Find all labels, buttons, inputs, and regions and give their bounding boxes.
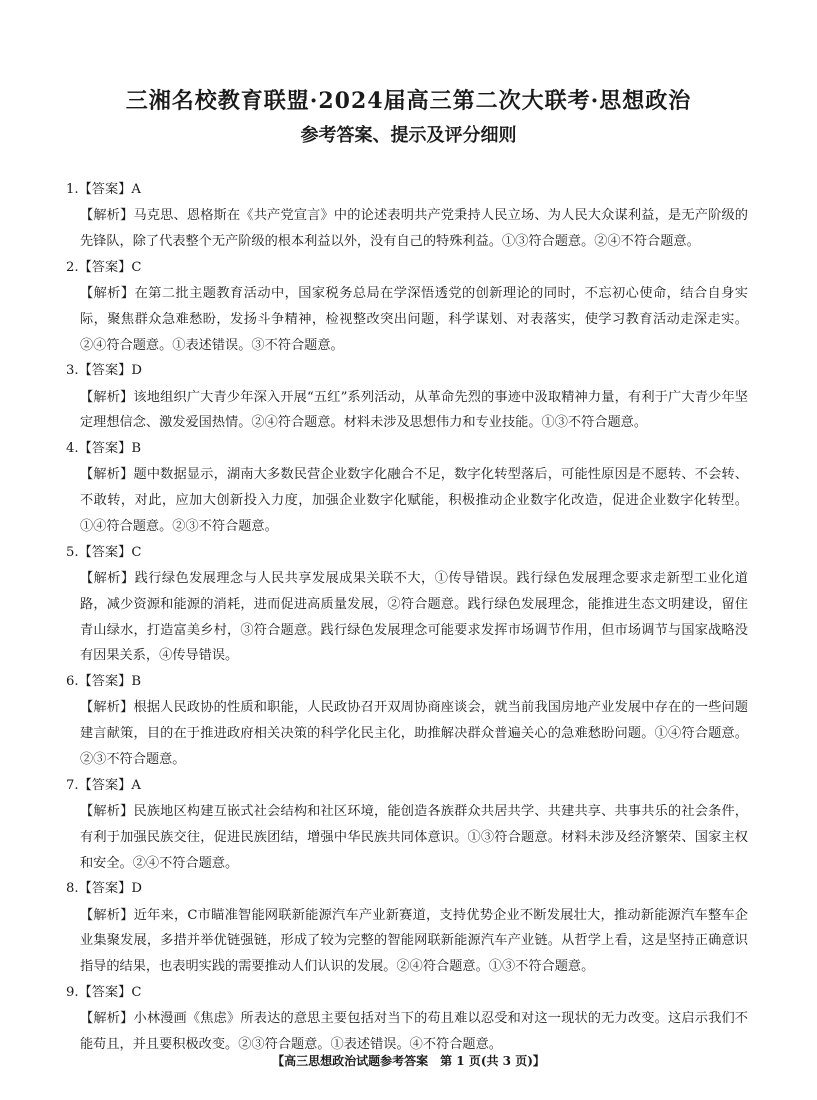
answer-line: 9.【答案】C [66,984,142,1000]
analysis-paragraph: 【解析】小林漫画《焦虑》所表达的意思主要包括对当下的苟且难以忍受和对这一现状的无力改变。这启示我们不能苟且，并且要积极改变。②③符合题意。①表述错误。④不符合题意。 [80,1011,748,1052]
answer-line: 4.【答案】B [66,441,142,457]
answer-line: 6.【答案】B [66,674,142,690]
analysis-paragraph: 【解析】近年来，C市瞄准智能网联新能源汽车产业新赛道，支持优势企业不断发展壮大，推动新能源汽车整车企业集聚发展，多措并举优链强链，形成了较为完整的智能网联新能源汽车产业链。从哲学上看，这是坚持正确意识指导的结果，也表明实践的需要推动人们认识的发展。②④符合题意。①③不符合题意。 [80,907,748,975]
answer-item-2 [66,255,748,359]
answer-item-7 [66,773,748,877]
page-subtitle: 参考答案、提示及评分细则 [300,125,517,146]
answer-item-6 [66,669,748,773]
answer-item-4 [66,436,748,540]
analysis-paragraph: 【解析】践行绿色发展理念与人民共享发展成果关联不大，①传导错误。践行绿色发展理念要求走新型工业化道路，减少资源和能源的消耗，进而促进高质量发展，②符合题意。践行绿色发展理念，能推进生态文明建设，留住青山绿水，打造富美乡村，③符合题意。践行绿色发展理念可能要求发挥市场调节作用，但市场调节与国家战略没有因果关系，④传导错误。 [80,570,748,664]
analysis-paragraph: 【解析】民族地区构建互嵌式社会结构和社区环境，能创造各族群众共居共学、共建共享、共事共乐的社会条件，有利于加强民族交往，促进民族团结，增强中华民族共同体意识。①③符合题意。材料未涉及经济繁荣、国家主权和安全。②④不符合题意。 [80,803,748,871]
answer-line: 2.【答案】C [66,259,142,275]
answer-item-9 [66,980,748,1058]
page-title: 三湘名校教育联盟·2024届高三第二次大联考·思想政治 [125,88,692,114]
answer-item-3 [66,358,748,436]
answer-line: 3.【答案】D [66,363,142,379]
answer-line: 8.【答案】D [66,881,142,897]
answer-line: 5.【答案】C [66,544,142,560]
analysis-paragraph: 【解析】马克思、恩格斯在《共产党宣言》中的论述表明共产党秉持人民立场、为人民大众谋利益，是无产阶级的先锋队，除了代表整个无产阶级的根本利益以外，没有自己的特殊利益。①③符合题意。②④不符合题意。 [80,208,748,249]
answer-item-5 [66,540,748,669]
analysis-paragraph: 【解析】根据人民政协的性质和职能，人民政协召开双周协商座谈会，就当前我国房地产业发展中存在的一些问题建言献策，目的在于推进政府相关决策的科学化民主化，助推解决群众普遍关心的急难愁盼问题。①④符合题意。②③不符合题意。 [80,700,748,767]
answer-list [66,177,748,1058]
answer-item-1 [66,177,748,255]
analysis-paragraph: 【解析】该地组织广大青少年深入开展“五红”系列活动，从革命先烈的事迹中汲取精神力量，有利于广大青少年坚定理想信念、激发爱国热情。②④符合题意。材料未涉及思想伟力和专业技能。①③不符合题意。 [80,389,748,431]
answer-line: 7.【答案】A [66,777,141,793]
analysis-paragraph: 【解析】在第二批主题教育活动中，国家税务总局在学深悟透党的创新理论的同时，不忘初心使命，结合自身实际，聚焦群众急难愁盼，发扬斗争精神，检视整改突出问题，科学谋划、对表落实，使学习教育活动走深走实。②④符合题意。①表述错误。③不符合题意。 [80,286,748,353]
page-footer: 【高三思想政治试题参考答案 第 1 页(共 3 页)】 [272,1054,545,1068]
analysis-paragraph: 【解析】题中数据显示，湖南大多数民营企业数字化融合不足，数字化转型落后，可能性原因是不愿转、不会转、不敢转，对此，应加大创新投入力度，加强企业数字化赋能，积极推动企业数字化改造，促进企业数字化转型。①④符合题意。②③不符合题意。 [80,467,748,534]
answer-line: 1.【答案】A [66,182,141,197]
answer-item-8 [66,876,748,980]
